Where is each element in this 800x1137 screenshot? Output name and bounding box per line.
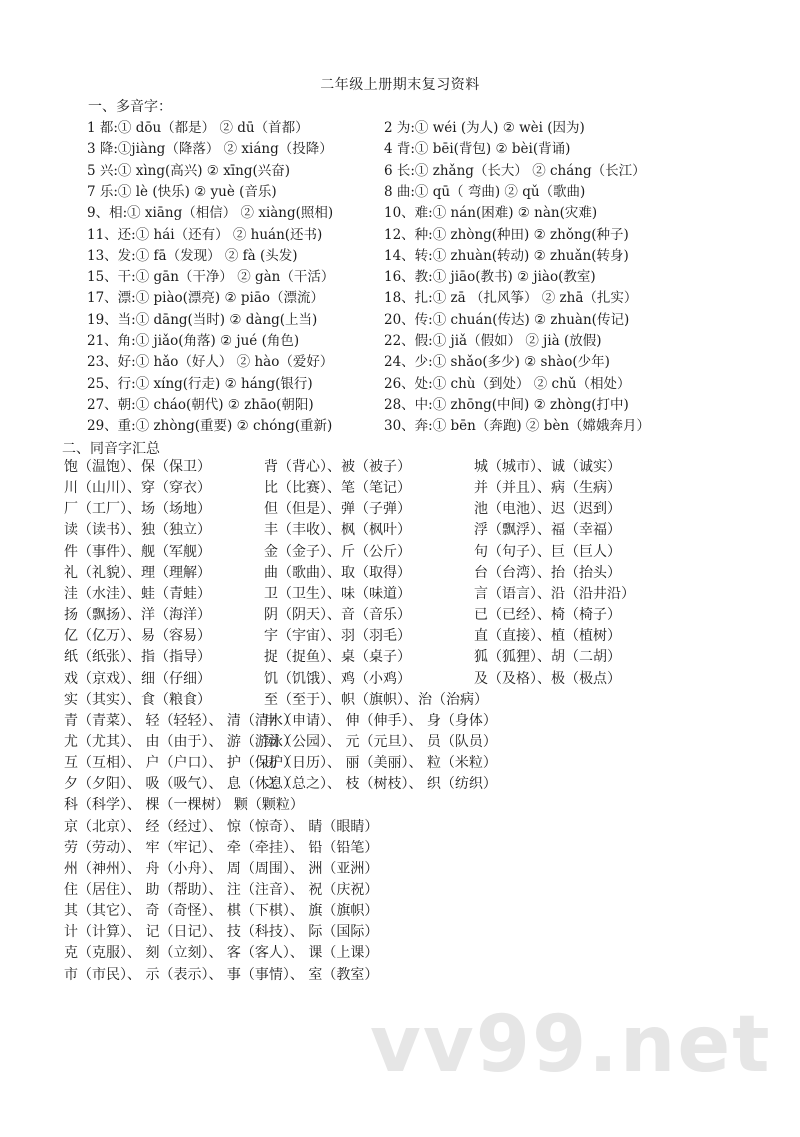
- homophone-group: 申（申请）、 伸（伸手）、 身（身体）: [264, 712, 497, 729]
- homophone-group: 捉（捉鱼）、桌（桌子）: [264, 649, 411, 666]
- homophone-group: 卫（卫生）、味（味道）: [264, 585, 411, 602]
- polyphone-entry: 1 都:① dōu（都是） ② dū（首都）: [87, 120, 309, 136]
- homophone-group: 其（其它）、 奇（奇怪）、 棋（下棋）、 旗（旗帜）: [64, 903, 379, 920]
- polyphone-entry: 26、处:① chù（到处） ② chǔ（相处）: [384, 375, 631, 392]
- homophone-group: 曲（歌曲）、取（取得）: [264, 564, 411, 581]
- homophone-group: 京（北京）、 经（经过）、 惊（惊奇）、 睛（眼睛）: [64, 818, 379, 835]
- polyphone-entry: 12、种:① zhòng(种田) ② zhǒng(种子): [384, 226, 629, 243]
- polyphone-entry: 8 曲:① qū（ 弯曲) ② qǔ（歌曲): [384, 183, 586, 200]
- homophone-group: 实（其实）、食（粮食）: [64, 691, 211, 708]
- homophone-group: 住（居住）、 助（帮助）、 注（注音）、 祝（庆祝）: [64, 882, 379, 898]
- homophone-group: 台（台湾）、抬（抬头）: [474, 564, 621, 581]
- polyphone-entry: 16、教:① jiāo(教书) ② jiào(教室): [384, 269, 596, 286]
- polyphone-entry: 4 背:① bēi(背包) ② bèi(背诵): [384, 141, 571, 158]
- homophone-group: 市（市民）、 示（表示）、 事（事情）、 室（教室）: [64, 966, 379, 983]
- homophone-group: 已（已经）、椅（椅子）: [474, 607, 621, 624]
- homophone-group: 但（但是）、弹（子弹）: [264, 501, 411, 518]
- homophone-group: 夕（夕阳）、 吸（吸气）、 息（休息）: [64, 776, 297, 793]
- homophone-group: 互（互相）、 户（户口）、 护（保护）: [64, 755, 297, 772]
- polyphone-entry: 17、漂:① piào(漂亮) ② piāo（漂流）: [87, 290, 325, 307]
- page-title: 二年级上册期末复习资料: [320, 77, 480, 93]
- homophone-group: 川（山川）、穿（穿衣）: [64, 480, 211, 497]
- homophone-group: 件（事件）、舰（军舰）: [64, 543, 211, 560]
- polyphone-entry: 29、重:① zhòng(重要) ② chóng(重新): [87, 418, 333, 435]
- homophone-group: 克（克服）、 刻（立刻）、 客（客人）、 课（上课）: [64, 945, 379, 962]
- homophone-group: 及（及格）、极（极点）: [474, 670, 621, 687]
- homophone-group: 背（背心）、被（被子）: [264, 459, 411, 475]
- polyphone-entry: 10、难:① nán(困难) ② nàn(灾难): [384, 205, 598, 222]
- homophone-group: 洼（水洼）、蛙（青蛙）: [64, 585, 211, 602]
- polyphone-entry: 9、相:① xiāng（相信） ② xiàng(照相): [87, 205, 334, 222]
- polyphone-entry: 3 降:①jiàng（降落） ② xiáng（投降）: [87, 141, 333, 158]
- homophone-group: 阴（阴天）、音（音乐）: [264, 607, 411, 624]
- homophone-group: 戏（京戏）、细（仔细）: [64, 670, 211, 687]
- homophone-group: 饱（温饱）、保（保卫）: [64, 459, 211, 475]
- polyphone-entry: 24、少:① shǎo(多少) ② shào(少年): [384, 354, 610, 371]
- homophone-group: 园（公园）、 元（元旦）、 员（队员）: [264, 733, 497, 750]
- polyphone-entry: 23、好:① hǎo（好人） ② hào（爱好）: [87, 354, 334, 371]
- homophone-group: 之（总之）、 枝（树枝）、 织（纺织）: [264, 776, 497, 793]
- polyphone-entry: 22、假:① jiǎ（假如） ② jià (放假): [384, 333, 602, 349]
- polyphone-entry: 6 长:① zhǎng（长大） ② cháng（长江）: [384, 162, 646, 179]
- homophone-group: 科（科学）、 棵（一棵树） 颗（颗粒）: [64, 797, 304, 814]
- polyphone-entry: 30、奔:① bēn（奔跑) ② bèn（嫦娥奔月）: [384, 418, 651, 435]
- homophone-group: 金（金子）、斤（公斤）: [264, 543, 411, 560]
- homophone-group: 尤（尤其）、 由（由于）、 游（游泳）: [64, 733, 297, 750]
- polyphone-entry: 5 兴:① xìng(高兴) ② xīng(兴奋): [87, 162, 291, 179]
- homophone-group: 礼（礼貌）、理（理解）: [64, 564, 211, 581]
- homophone-group: 城（城市）、诚（诚实）: [474, 459, 621, 475]
- polyphone-entry: 20、传:① chuán(传达) ② zhuàn(传记): [384, 311, 630, 328]
- homophone-group: 至（至于）、帜（旗帜）、治（治病）: [264, 691, 488, 708]
- homophone-group: 扬（飘扬）、洋（海洋）: [64, 607, 211, 624]
- homophone-group: 浮（飘浮）、福（幸福）: [474, 522, 621, 539]
- polyphone-entry: 19、当:① dāng(当时) ② dàng(上当): [87, 311, 318, 328]
- homophone-group: 直（直接）、植（植树）: [474, 628, 621, 645]
- polyphone-entry: 13、发:① fā（发现） ② fà (头发): [87, 247, 298, 264]
- polyphone-entry: 2 为:① wéi (为人) ② wèi (因为): [384, 120, 585, 136]
- homophone-group: 丰（丰收）、枫（枫叶）: [264, 522, 411, 539]
- section-heading-homophones: 二、同音字汇总: [62, 441, 160, 457]
- homophone-group: 池（电池）、迟（迟到）: [474, 501, 621, 518]
- polyphone-entry: 25、行:① xíng(行走) ② háng(银行): [87, 375, 313, 392]
- homophone-group: 历（日历）、 丽（美丽）、 粒（米粒）: [264, 755, 497, 772]
- homophone-group: 计（计算）、 记（日记）、 技（科技）、 际（国际）: [64, 924, 379, 941]
- polyphone-entry: 7 乐:① lè (快乐) ② yuè (音乐): [87, 183, 277, 200]
- polyphone-entry: 18、扎:① zā （扎风筝） ② zhā（扎实）: [384, 290, 638, 307]
- watermark: vv99.net: [370, 1000, 772, 1090]
- homophone-group: 比（比赛）、笔（笔记）: [264, 480, 411, 497]
- polyphone-entry: 15、干:① gān（干净） ② gàn（干活）: [87, 269, 335, 286]
- section-heading-polyphones: 一、多音字：: [88, 99, 172, 115]
- homophone-group: 宇（宇宙）、羽（羽毛）: [264, 628, 411, 645]
- polyphone-entry: 14、转:① zhuàn(转动) ② zhuǎn(转身): [384, 247, 629, 264]
- homophone-group: 饥（饥饿）、鸡（小鸡）: [264, 670, 411, 687]
- polyphone-entry: 27、朝:① cháo(朝代) ② zhāo(朝阳): [87, 396, 314, 413]
- homophone-group: 亿（亿万）、易（容易）: [64, 628, 211, 645]
- homophone-group: 青（青菜）、 轻（轻轻）、 清（清水）: [64, 712, 297, 729]
- homophone-group: 狐（狐狸）、胡（二胡）: [474, 649, 621, 666]
- polyphone-entry: 11、还:① hái（还有） ② huán(还书): [87, 226, 323, 243]
- polyphone-entry: 28、中:① zhōng(中间) ② zhòng(打中): [384, 396, 629, 413]
- homophone-group: 并（并且）、病（生病）: [474, 480, 621, 497]
- polyphone-entry: 21、角:① jiǎo(角落) ② jué (角色): [87, 333, 300, 349]
- homophone-group: 读（读书）、独（独立）: [64, 522, 211, 539]
- homophone-group: 句（句子）、巨（巨人）: [474, 543, 621, 560]
- homophone-group: 厂（工厂）、场（场地）: [64, 501, 211, 518]
- homophone-group: 纸（纸张）、指（指导）: [64, 649, 211, 666]
- homophone-group: 言（语言）、沿（沿井沿）: [474, 585, 635, 602]
- homophone-group: 劳（劳动）、 牢（牢记）、 牵（牵挂）、 铅（铅笔）: [64, 839, 379, 856]
- homophone-group: 州（神州）、 舟（小舟）、 周（周围）、 洲（亚洲）: [64, 860, 379, 877]
